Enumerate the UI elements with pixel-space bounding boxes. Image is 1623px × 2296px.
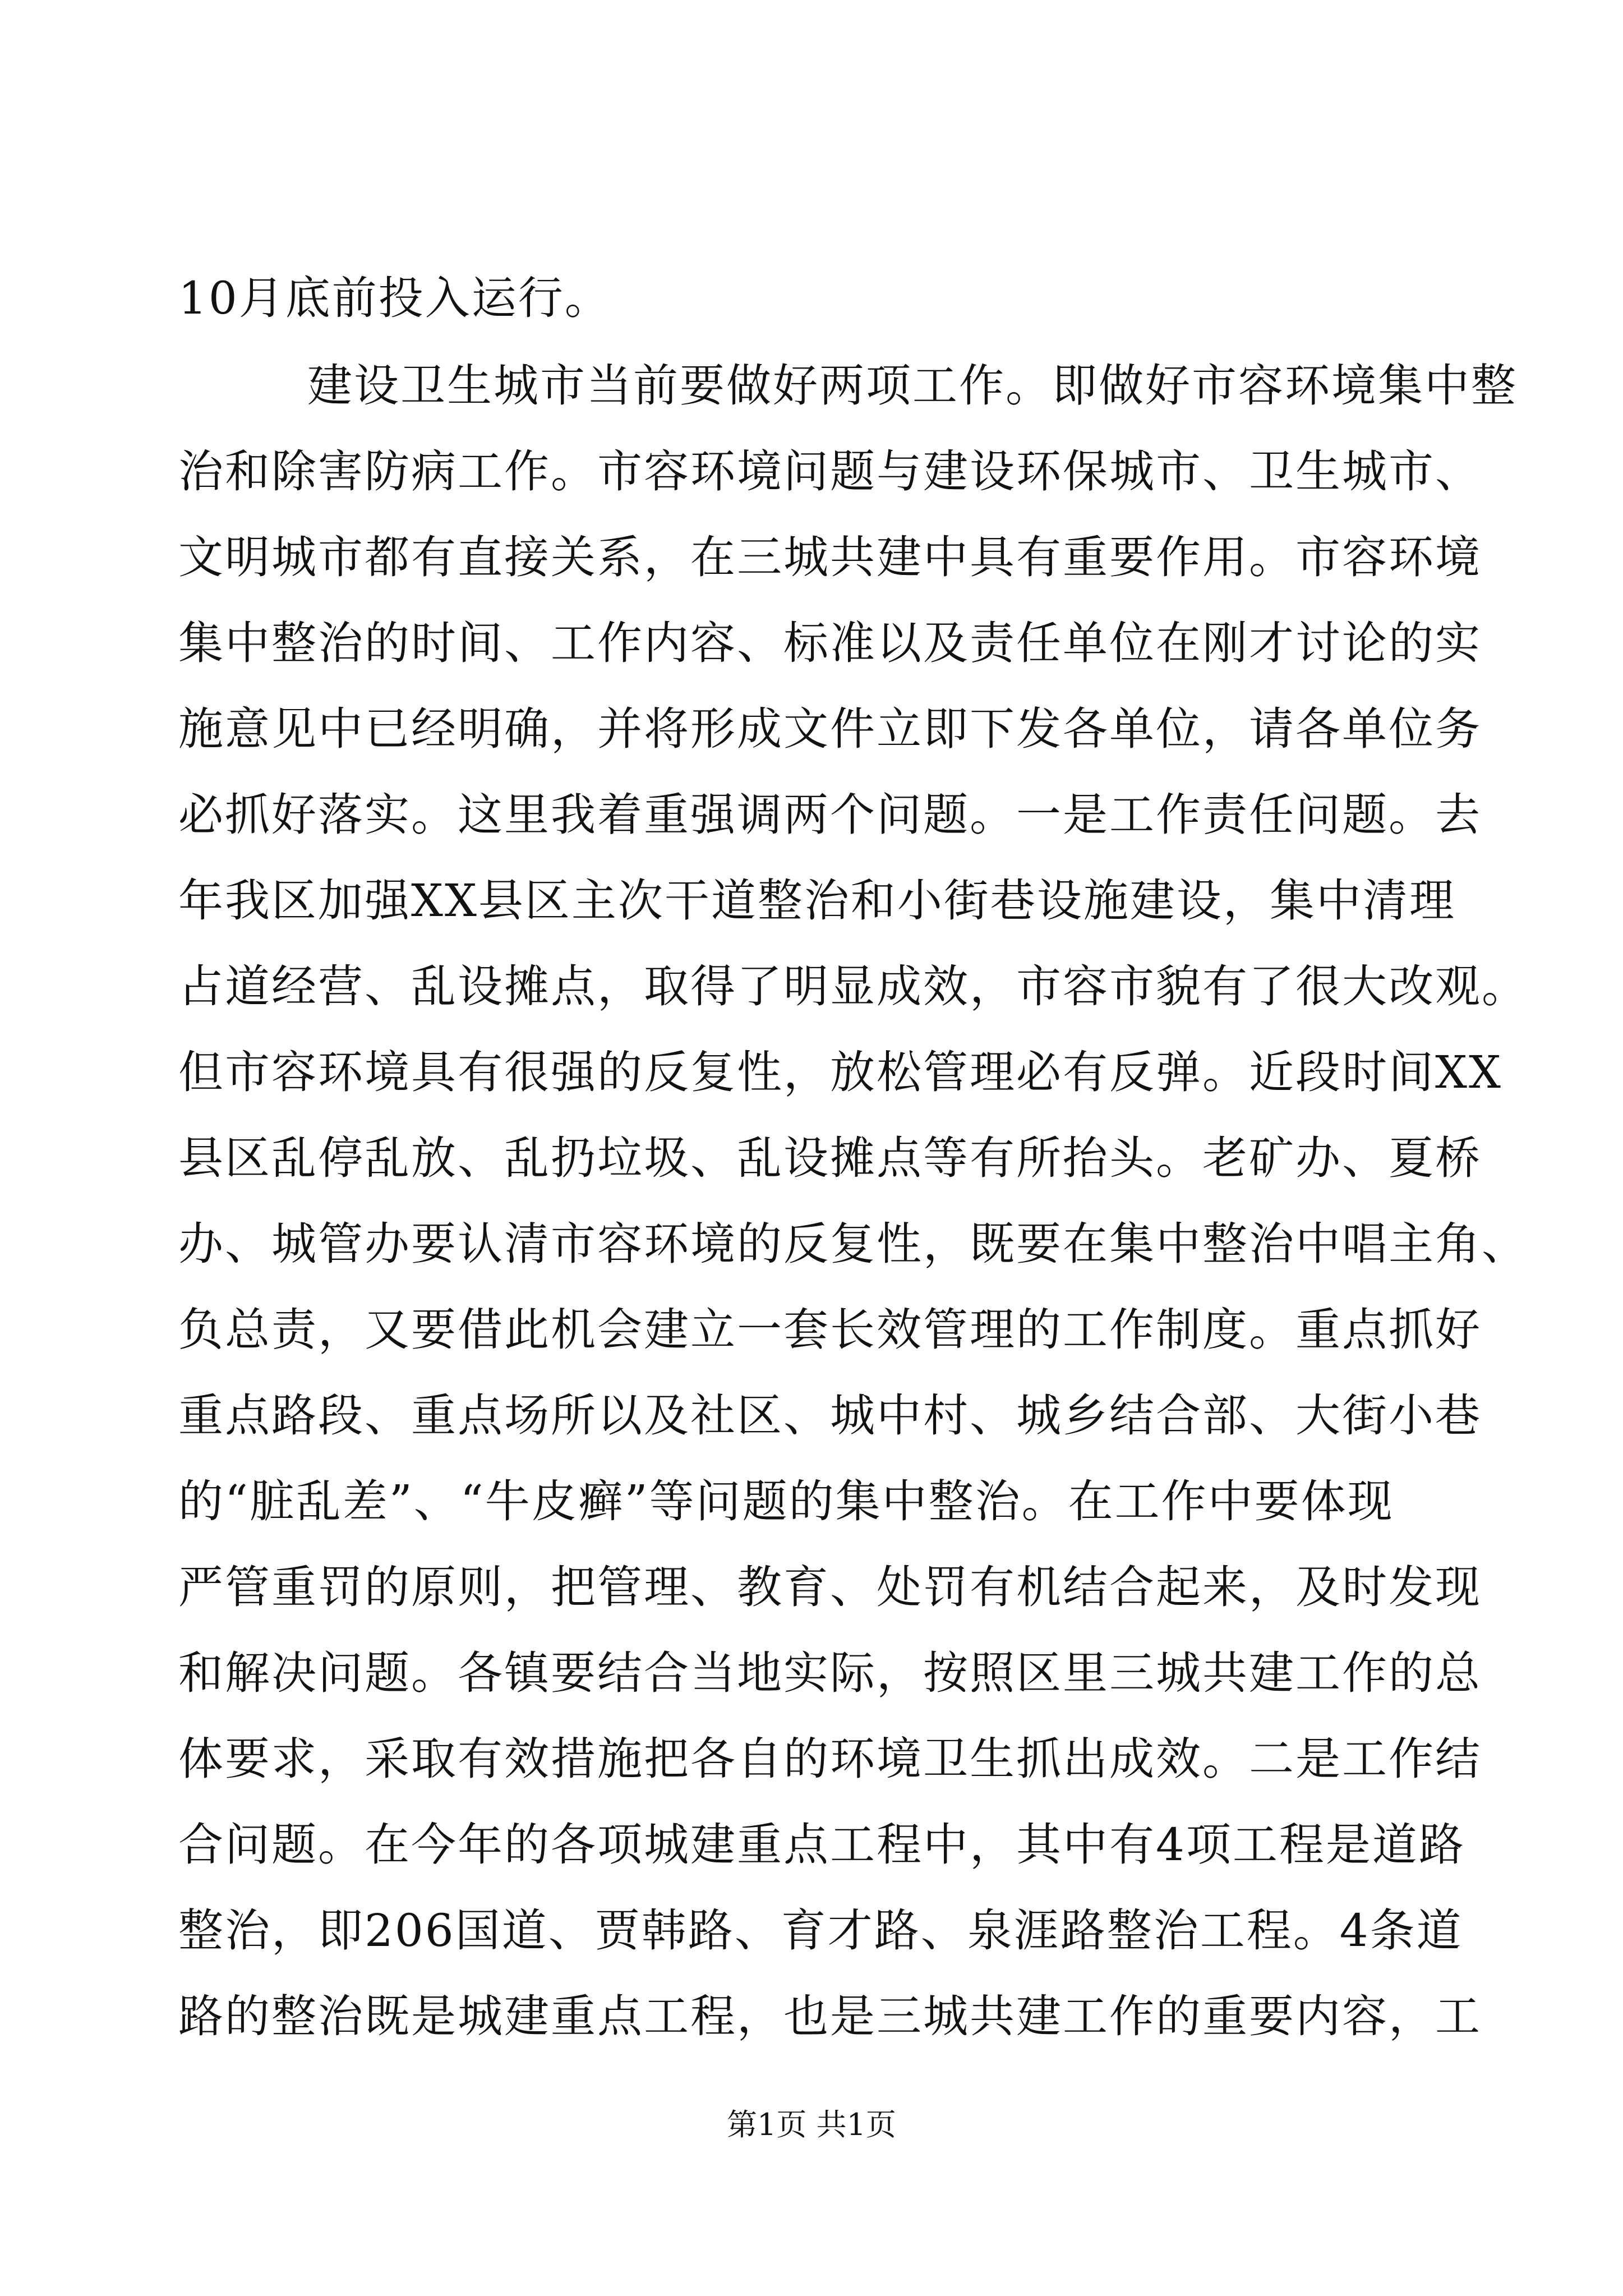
text-line-19: 合问题。在今年的各项城建重点工程中，其中有4项工程是道路 bbox=[178, 1819, 1465, 1871]
text-line-6: 施意见中已经明确，并将形成文件立即下发各单位，请各单位务 bbox=[178, 703, 1482, 755]
text-line-7: 必抓好落实。这里我着重强调两个问题。一是工作责任问题。去 bbox=[178, 789, 1482, 841]
paragraph-start-line: 建设卫生城市当前要做好两项工作。即做好市容环境集中整 bbox=[307, 360, 1518, 412]
text-line-21: 路的整治既是城建重点工程，也是三城共建工作的重要内容，工 bbox=[178, 1990, 1482, 2042]
text-line-15: 的“脏乱差”、“牛皮癣”等问题的集中整治。在工作中要体现 bbox=[178, 1475, 1394, 1527]
text-line-9: 占道经营、乱设摊点，取得了明显成效，市容市貌有了很大改观。 bbox=[178, 960, 1528, 1013]
text-line-5: 集中整治的时间、工作内容、标准以及责任单位在刚才讨论的实 bbox=[178, 617, 1482, 669]
text-line-3: 治和除害防病工作。市容环境问题与建设环保城市、卫生城市、 bbox=[178, 445, 1482, 498]
text-line-13: 负总责，又要借此机会建立一套长效管理的工作制度。重点抓好 bbox=[178, 1304, 1482, 1356]
text-line-18: 体要求，采取有效措施把各自的环境卫生抓出成效。二是工作结 bbox=[178, 1733, 1482, 1785]
text-line-17: 和解决问题。各镇要结合当地实际，按照区里三城共建工作的总 bbox=[178, 1647, 1482, 1699]
text-line-11: 县区乱停乱放、乱扔垃圾、乱设摊点等有所抬头。老矿办、夏桥 bbox=[178, 1132, 1482, 1184]
text-line-4: 文明城市都有直接关系，在三城共建中具有重要作用。市容环境 bbox=[178, 531, 1482, 583]
text-line-16: 严管重罚的原则，把管理、教育、处罚有机结合起来，及时发现 bbox=[178, 1561, 1482, 1613]
text-line-8: 年我区加强XX县区主次干道整治和小街巷设施建设，集中清理 bbox=[178, 875, 1456, 927]
text-line-10: 但市容环境具有很强的反复性，放松管理必有反弹。近段时间XX bbox=[178, 1046, 1502, 1098]
page-number-footer: 第1页 共1页 bbox=[727, 2107, 896, 2142]
text-line-20: 整治，即206国道、贾韩路、育才路、泉涯路整治工程。4条道 bbox=[178, 1904, 1463, 1957]
text-line-12: 办、城管办要认清市容环境的反复性，既要在集中整治中唱主角、 bbox=[178, 1218, 1528, 1270]
text-line-14: 重点路段、重点场所以及社区、城中村、城乡结合部、大街小巷 bbox=[178, 1389, 1482, 1442]
text-line-1: 10月底前投入运行。 bbox=[178, 272, 611, 324]
